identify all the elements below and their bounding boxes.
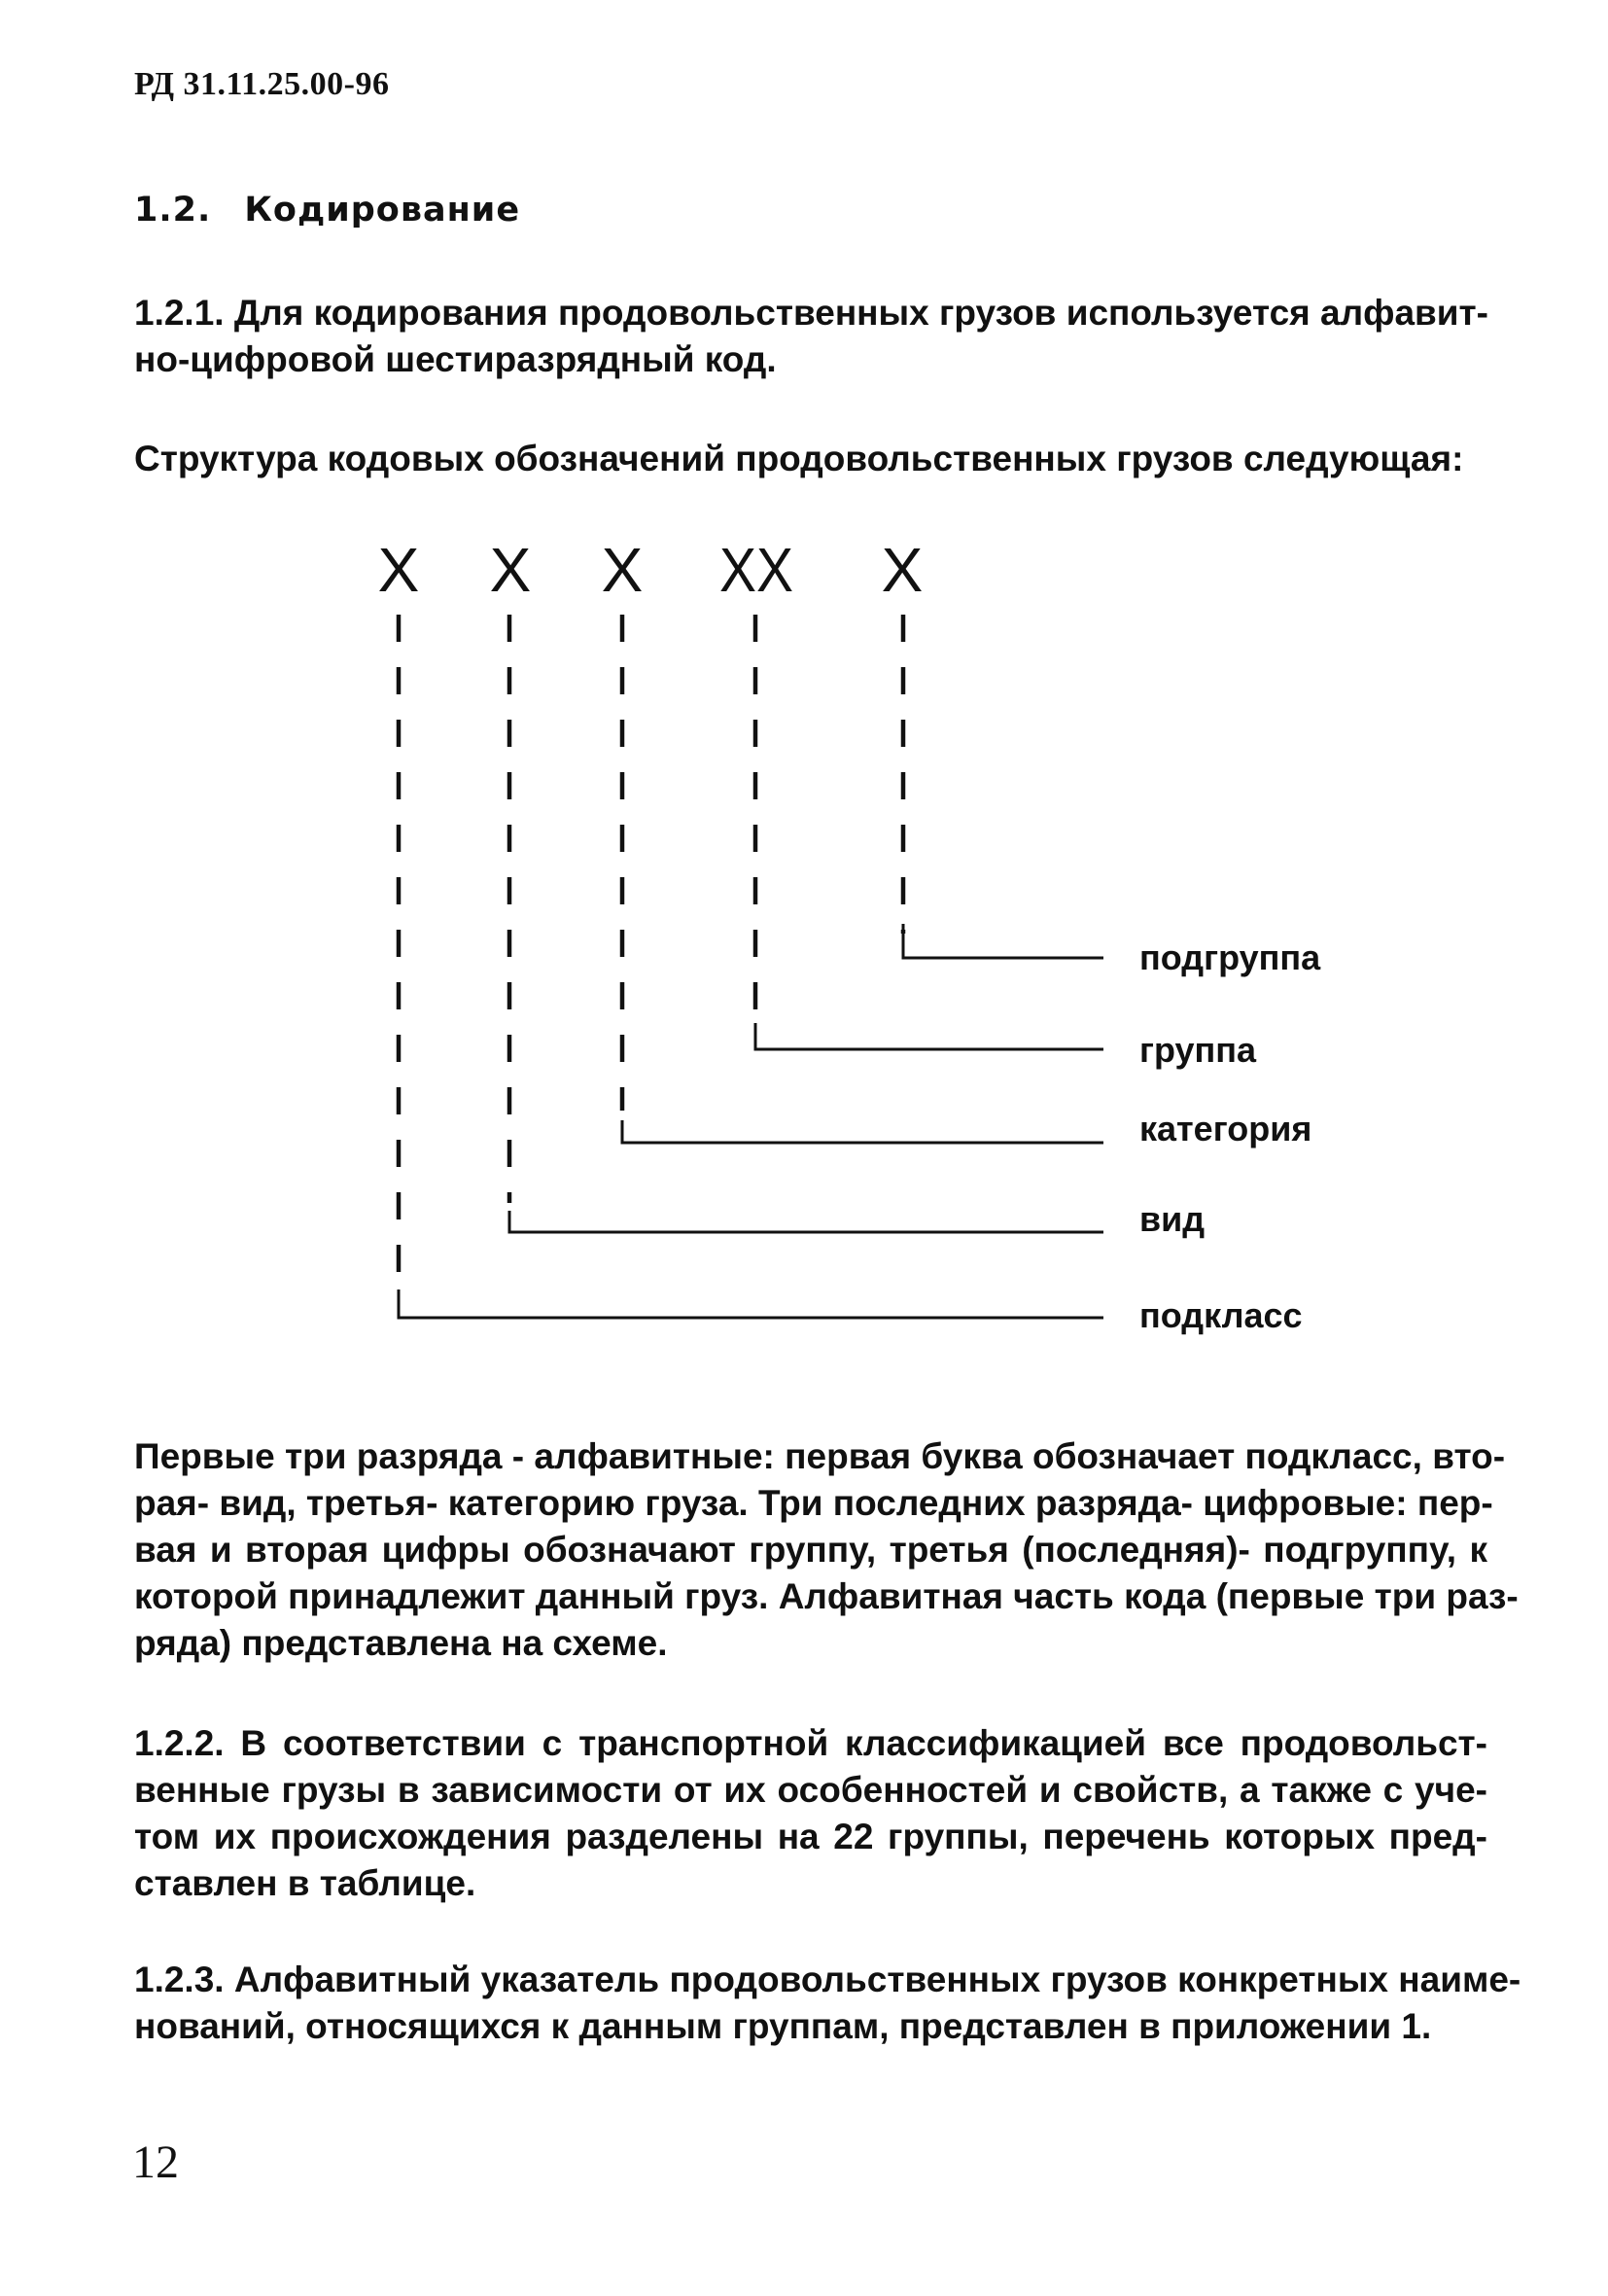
code-symbol-subclass: X — [377, 535, 420, 605]
paragraph-line: Структура кодовых обозначений продовольственных грузов следующая: — [134, 439, 1464, 478]
leader-kind — [509, 1211, 1103, 1232]
paragraph-structure-intro — [134, 436, 1487, 482]
paragraph-line: том их происхождения разделены на 22 группы, перечень которых пред- — [134, 1817, 1487, 1856]
paragraph-line: 1.2.2. В соответствии с транспортной классификацией все продовольст- — [134, 1723, 1487, 1763]
label-subclass: подкласс — [1139, 1295, 1303, 1335]
paragraph-line: ряда) представлена на схеме. — [134, 1623, 668, 1663]
paragraph-digits-description — [134, 1433, 1519, 1667]
section-title: Кодирование — [244, 191, 521, 230]
paragraph-1-2-1 — [134, 290, 1487, 383]
paragraph-line: которой принадлежит данный груз. Алфавитная часть кода (первые три раз- — [134, 1576, 1519, 1616]
label-group: группа — [1139, 1030, 1257, 1070]
code-symbol-group: XX — [719, 535, 793, 605]
label-kind: вид — [1139, 1199, 1206, 1239]
leader-category — [622, 1120, 1103, 1143]
paragraph-line: 1.2.3. Алфавитный указатель продовольственных грузов конкретных наиме- — [134, 1960, 1521, 1999]
code-symbol-subgroup: X — [881, 535, 924, 605]
paragraph-1-2-3 — [134, 1957, 1521, 2050]
paragraph-line: вая и вторая цифры обозначают группу, третья (последняя)- подгруппу, к — [134, 1530, 1487, 1570]
leader-subclass — [399, 1289, 1103, 1318]
leader-subgroup — [903, 924, 1103, 958]
paragraph-line: ставлен в таблице. — [134, 1863, 476, 1903]
label-category: категория — [1139, 1109, 1312, 1148]
paragraph-line: рая- вид, третья- категорию груза. Три последних разряда- цифровые: пер- — [134, 1483, 1493, 1523]
page-number: 12 — [132, 2137, 179, 2188]
paragraph-line: нований, относящихся к данным группам, представлен в приложении 1. — [134, 2006, 1432, 2046]
paragraph-line: Первые три разряда - алфавитные: первая буква обозначает подкласс, вто- — [134, 1436, 1506, 1476]
section-number: 1.2. — [134, 191, 212, 230]
paragraph-1-2-2 — [134, 1720, 1487, 1907]
code-symbol-kind: X — [489, 535, 532, 605]
paragraph-line: 1.2.1. Для кодирования продовольственных грузов используется алфавит- — [134, 293, 1488, 333]
document-header-code: РД 31.11.25.00-96 — [134, 66, 390, 102]
paragraph-line: но-цифровой шестиразрядный код. — [134, 339, 777, 379]
code-symbol-category: X — [601, 535, 644, 605]
section-heading — [134, 191, 520, 230]
paragraph-line: венные грузы в зависимости от их особенностей и свойств, а также с уче- — [134, 1770, 1487, 1810]
label-subgroup: подгруппа — [1139, 937, 1321, 977]
leader-group — [755, 1023, 1103, 1049]
